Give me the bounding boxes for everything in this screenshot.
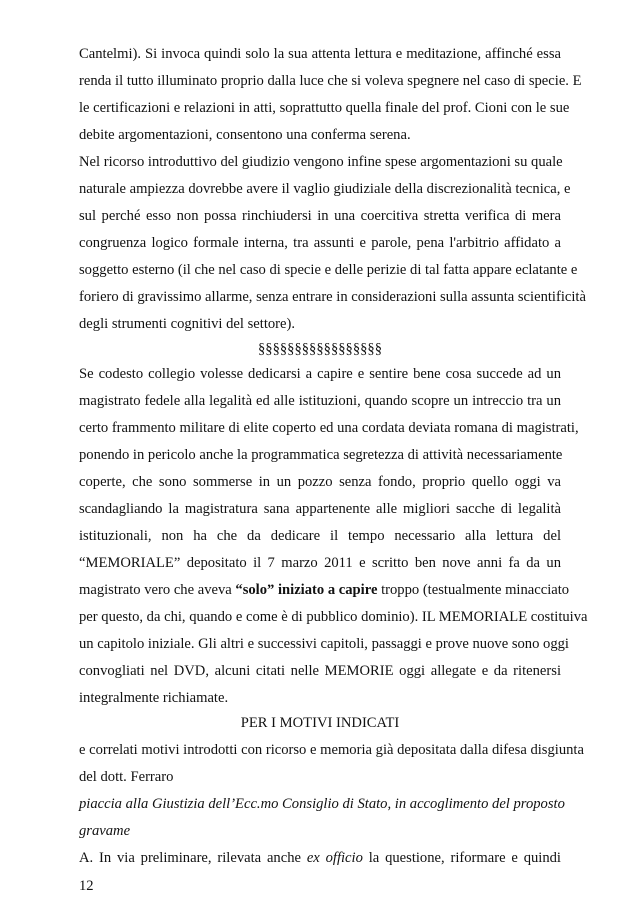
text-line: le certificazioni e relazioni in atti, soprattutto quella finale del prof. Cioni con le sue <box>79 100 570 116</box>
text-line: congruenza logico formale interna, tra assunti e parole, pena l'arbitrio affidato a <box>79 235 561 251</box>
text-line: un capitolo iniziale. Gli altri e successivi capitoli, passaggi e prove nuove sono oggi <box>79 636 569 652</box>
text-run: A. In via preliminare, rilevata anche <box>79 850 307 866</box>
text-line: foriero di gravissimo allarme, senza entrare in considerazioni sulla assunta scientificità <box>79 289 586 305</box>
text-line: scandagliando la magistratura sana appartenente alle migliori sacche di legalità <box>79 501 561 517</box>
text-run: troppo (testualmente minacciato <box>377 582 570 598</box>
text-line: naturale ampiezza dovrebbe avere il vaglio giudiziale della discrezionalità tecnica, e <box>79 181 571 197</box>
text-line: renda il tutto illuminato proprio dalla luce che si voleva spegnere nel caso di specie. E <box>79 73 582 89</box>
italic-phrase: ex officio <box>306 850 363 866</box>
text-line: e correlati motivi introdotti con ricorso e memoria già depositata dalla difesa disgiunta <box>79 742 584 758</box>
text-line: soggetto esterno (il che nel caso di specie e delle perizie di tal fatta appare eclatante e <box>79 262 578 278</box>
text-line: certo frammento militare di elite coperto ed una cordata deviata romana di magistrati, <box>79 420 579 436</box>
text-line: degli strumenti cognitivi del settore). <box>79 316 296 332</box>
text-run: magistrato vero che aveva <box>79 582 236 598</box>
text-line: Nel ricorso introduttivo del giudizio vengono infine spese argomentazioni su quale <box>79 154 563 170</box>
text-line: integralmente richiamate. <box>79 690 229 706</box>
text-line: ponendo in pericolo anche la programmatica segretezza di attività necessariamente <box>79 447 563 463</box>
text-line: coperte, che sono sommerse in un pozzo senza fondo, proprio quello oggi va <box>79 474 561 490</box>
text-line: del dott. Ferraro <box>79 769 174 785</box>
text-line: sul perché esso non possa rinchiudersi in una coercitiva stretta verifica di mera <box>79 208 561 224</box>
text-line: per questo, da chi, quando e come è di pubblico dominio). IL MEMORIALE costituiva <box>79 609 588 625</box>
text-line: “MEMORIALE” depositato il 7 marzo 2011 e scritto ben nove anni fa da un <box>79 555 561 571</box>
text-line <box>79 580 570 600</box>
text-line: Se codesto collegio volesse dedicarsi a capire e sentire bene cosa succede ad un <box>79 366 561 382</box>
text-line <box>79 848 561 868</box>
section-separator: §§§§§§§§§§§§§§§§§ <box>257 341 383 357</box>
text-line: magistrato fedele alla legalità ed alle istituzioni, quando scopre un intreccio tra un <box>79 393 561 409</box>
text-line: Cantelmi). Si invoca quindi solo la sua attenta lettura e meditazione, affinché essa <box>79 46 561 62</box>
bold-phrase: “solo” iniziato a capire <box>235 582 378 598</box>
section-heading: PER I MOTIVI INDICATI <box>240 715 400 731</box>
text-run: la questione, riformare e quindi <box>362 850 561 866</box>
text-line: piaccia alla Giustizia dell’Ecc.mo Consiglio di Stato, in accoglimento del proposto <box>79 796 565 812</box>
page-number: 12 <box>79 878 94 894</box>
text-line: gravame <box>79 823 131 839</box>
text-line: debite argomentazioni, consentono una conferma serena. <box>79 127 411 143</box>
text-line: convogliati nel DVD, alcuni citati nelle MEMORIE oggi allegate e da ritenersi <box>79 663 561 679</box>
text-line: istituzionali, non ha che da dedicare il tempo necessario alla lettura del <box>79 528 561 544</box>
